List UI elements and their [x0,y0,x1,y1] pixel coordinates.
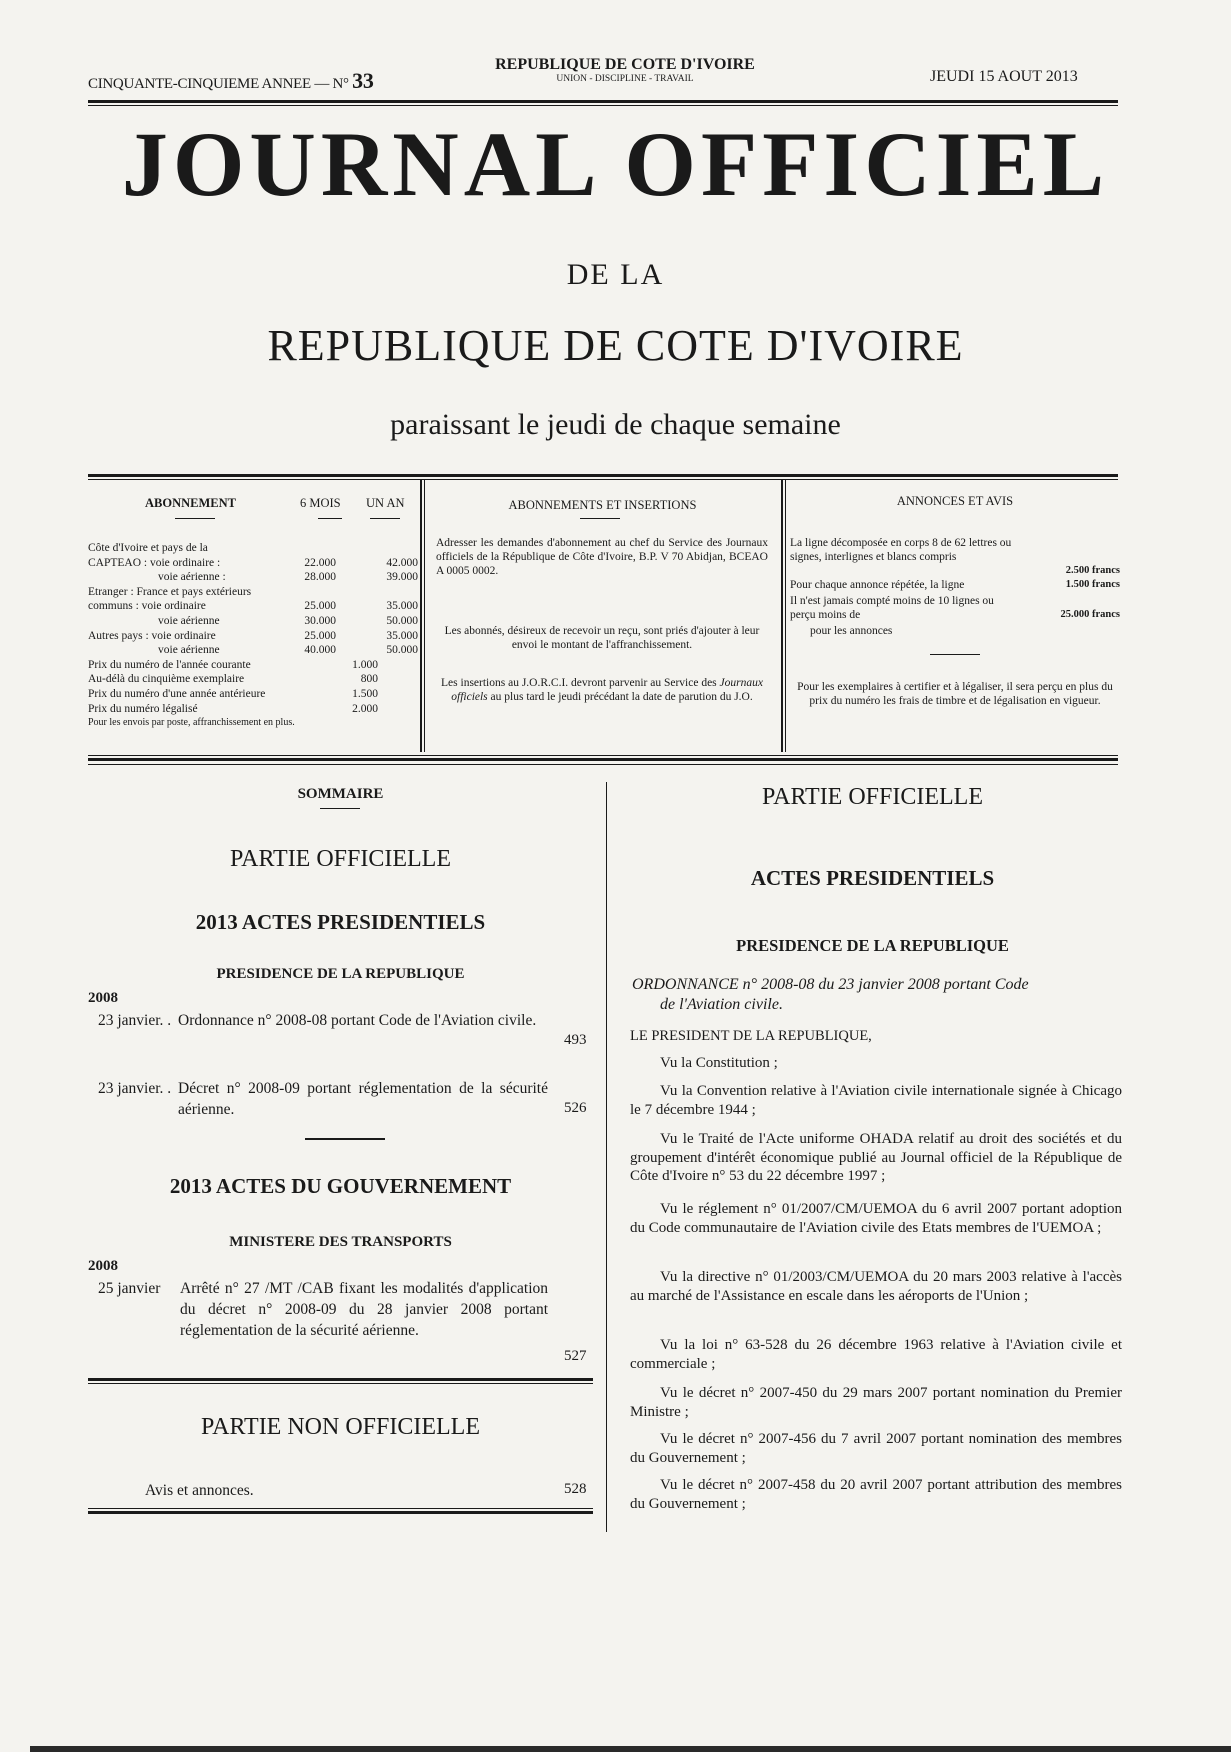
insertions-address: Adresser les demandes d'abonnement au chef du Service des Journaux officiels de la République de Côte d'Ivoire, B.P. V 70 Abidjan, BCEAO A 0005 0002. [436,537,768,577]
sommaire-partie-officielle: PARTIE OFFICIELLE [229,846,451,872]
journal-title: JOURNAL OFFICIEL [121,113,1110,215]
abonnement-un-an-value: 50.000 [386,615,418,627]
abonnement-row-label: Etranger : France et pays extérieurs [88,585,252,598]
vu-paragraph: Vu la directive n° 01/2003/CM/UEMOA du 20 mars 2003 relative à l'accès au marché de l'Assistance en escale dans les aéroports de l'Union ; [630,1269,1122,1304]
masthead-subtitle: paraissant le jeudi de chaque semaine [390,408,841,441]
divider [88,755,1118,756]
abonnement-row [88,630,418,643]
vu-paragraph: Vu la Convention relative à l'Aviation civile internationale signée à Chicago le 7 décembre 1944 ; [630,1083,1122,1118]
abonnement-row [88,542,418,555]
scan-edge [30,1746,1231,1752]
abonnement-row-label: Côte d'Ivoire et pays de la [88,542,208,554]
abonnement-row-label: Prix du numéro de l'année courante [88,658,251,671]
abonnement-row [88,557,418,570]
sommaire-actes-gouvernement: 2013 ACTES DU GOUVERNEMENT [169,1174,512,1198]
divider [88,1378,593,1381]
insertions-head: ABONNEMENTS ET INSERTIONS [508,498,697,512]
abonnement-col2: UN AN [366,496,405,510]
vu-paragraph: Vu le décret n° 2007-456 du 7 avril 2007 portant nomination des membres du Gouvernement ; [630,1431,1122,1466]
issue-date: JEUDI 15 AOUT 2013 [930,68,1078,85]
vu-paragraph: Vu la Constitution ; [660,1055,778,1071]
entry-title: Décret n° 2008-09 portant réglementation de la sécurité aérienne. [178,1080,548,1118]
sommaire-partie-non-officielle: PARTIE NON OFFICIELLE [200,1414,480,1440]
abonnement-head: ABONNEMENT [145,496,236,510]
abonnement-un-an-value: 50.000 [386,644,418,657]
annonces-head: ANNONCES ET AVIS [896,494,1014,508]
divider [88,1383,593,1384]
sommaire-head: SOMMAIRE [297,786,384,802]
divider [88,1508,593,1509]
abonnement-row-label: Autres pays : voie ordinaire [88,629,216,642]
annonces-repeat-price: 1.500 francs [1065,579,1120,590]
entry-page: 527 [564,1348,587,1364]
abonnement-row-label: voie aérienne [158,644,220,657]
sommaire-year-1: 2008 [88,990,118,1006]
entry-title: Avis et annonces. [145,1482,254,1499]
abonnement-row-label: voie aérienne : [158,571,226,584]
masthead-de-la: DE LA [566,258,665,291]
abonnement-6-mois-value: 40.000 [304,644,336,657]
annonces-minimum: Il n'est jamais compté moins de 10 lignes ou perçu moins de [790,595,994,621]
divider [930,654,980,655]
abonnement-row [88,586,418,599]
abonnement-row-label: Pour les envois par poste, affranchissement en plus. [88,717,295,729]
abonnement-row [88,615,418,628]
issue-number: 33 [352,68,374,93]
annonces-minimum-suffix: pour les annonces [810,625,893,637]
sommaire-presidence: PRESIDENCE DE LA REPUBLIQUE [216,966,465,982]
masthead-country: REPUBLIQUE DE COTE D'IVOIRE [267,321,964,370]
annonces-repeat: Pour chaque annonce répétée, la ligne [790,579,965,591]
divider [580,518,620,519]
abonnement-row-label: voie aérienne [158,615,220,627]
insertions-receipt-note: Les abonnés, désireux de recevoir un reçu, sont priés d'ajouter à leur envoi le montant de l'affranchissement. [444,625,760,651]
abonnement-row [88,571,418,584]
abonnement-un-an-value: 2.000 [352,702,378,715]
vu-paragraph: Vu le réglement n° 01/2007/CM/UEMOA du 6 avril 2007 portant adoption du Code communautaire de l'Aviation civile des Etats membres de l'UEMOA ; [630,1201,1122,1236]
column-divider [424,480,425,752]
abonnement-row-label: Prix du numéro d'une année antérieure [88,688,266,700]
abonnement-row-label: Prix du numéro légalisé [88,702,198,715]
abonnement-table [88,542,418,737]
insertions-deadline-b: Journaux officiels [451,677,763,703]
annonces-legalisation-note: Pour les exemplaires à certifier et à légaliser, il sera perçu en plus du prix du numéro les frais de timbre et de légalisation en vigueur. [797,681,1113,707]
vu-paragraph: Vu la loi n° 63-528 du 26 décembre 1963 relative à l'Aviation civile et commerciale ; [630,1337,1122,1372]
sommaire-ministere: MINISTERE DES TRANSPORTS [229,1234,452,1250]
insertions-deadline-c: au plus tard le jeudi précédant la date de parution du J.O. [490,691,753,703]
divider [88,479,1118,480]
vu-paragraph: Vu le décret n° 2007-458 du 20 avril 2007 portant attribution des membres du Gouvernement ; [630,1477,1122,1512]
divider [88,758,1118,761]
divider [305,1138,385,1140]
abonnement-un-an-value: 35.000 [386,600,418,613]
abonnement-6-mois-value: 28.000 [304,571,336,584]
abonnement-row [88,703,418,716]
abonnement-row-label: Au-délà du cinquième exemplaire [88,673,245,686]
header-country-title: REPUBLIQUE DE COTE D'IVOIRE [495,56,755,73]
abonnement-6-mois-value: 25.000 [304,629,336,642]
divider [88,474,1118,477]
abonnement-row [88,659,418,672]
abonnement-row [88,717,418,730]
abonnement-row [88,644,418,657]
entry-date: 23 janvier. . [98,1080,172,1097]
entry-date: 23 janvier. . [98,1012,172,1029]
ordonnance-title-cont: de l'Aviation civile. [660,996,783,1013]
divider [175,518,215,519]
ordonnance-title: ORDONNANCE n° 2008-08 du 23 janvier 2008 portant Code [632,976,1029,993]
column-divider [785,480,786,752]
annonces-line-rate: La ligne décomposée en corps 8 de 62 lettres ou signes, interlignes et blancs compris [790,537,1012,563]
annonces-minimum-price: 25.000 francs [1060,609,1120,620]
abonnement-col1: 6 MOIS [300,496,341,510]
abonnement-un-an-value: 35.000 [386,629,418,642]
entry-page: 493 [564,1032,587,1048]
vu-paragraph: Vu le décret n° 2007-450 du 29 mars 2007 portant nomination du Premier Ministre ; [630,1385,1122,1420]
divider [320,808,360,809]
annonces-line-price: 2.500 francs [1065,565,1120,576]
abonnement-un-an-value: 42.000 [386,556,418,569]
entry-page: 526 [564,1100,587,1116]
divider [88,764,1118,765]
entry-title: Ordonnance n° 2008-08 portant Code de l'Aviation civile. [178,1012,537,1029]
entry-date: 25 janvier [98,1280,161,1297]
entry-page: 528 [564,1481,587,1497]
abonnement-row-label: communs : voie ordinaire [88,600,206,613]
divider [88,100,1118,103]
header-country [455,56,795,84]
header-motto: UNION - DISCIPLINE - TRAVAIL [556,74,694,84]
divider [318,518,342,519]
vu-paragraph: Vu le Traité de l'Acte uniforme OHADA relatif au droit des sociétés et du groupement d'intérêt économique publié au Journal officiel de la République de Côte d'Ivoire n° 53 du 22 décembre 1997 ; [630,1131,1122,1184]
abonnement-row-label: CAPTEAO : voie ordinaire : [88,556,221,569]
year-label: CINQUANTE-CINQUIEME ANNEE — N° [88,76,349,92]
column-divider [781,480,783,752]
column-divider [420,480,422,752]
abonnement-6-mois-value: 22.000 [304,556,336,569]
abonnement-6-mois-value: 25.000 [304,600,336,613]
column-divider [606,782,607,1532]
abonnement-row [88,600,418,613]
right-presidence: PRESIDENCE DE LA REPUBLIQUE [736,936,1009,955]
right-actes-presidentiels: ACTES PRESIDENTIELS [750,866,995,890]
abonnement-un-an-value: 800 [360,673,378,686]
issue-line [88,68,374,94]
insertions-deadline [436,676,768,704]
right-partie-officielle: PARTIE OFFICIELLE [761,784,983,810]
abonnement-row [88,673,418,686]
abonnement-un-an-value: 39.000 [386,571,418,584]
insertions-deadline-a: Les insertions au J.O.R.C.I. devront parvenir au Service des [441,677,717,689]
president-line: LE PRESIDENT DE LA REPUBLIQUE, [630,1028,872,1044]
divider [88,1511,593,1514]
abonnement-un-an-value: 1.000 [352,658,378,671]
abonnement-un-an-value: 1.500 [352,688,378,700]
abonnement-row [88,688,418,701]
divider [88,105,1118,106]
divider [370,518,400,519]
sommaire-actes-presidentiels: 2013 ACTES PRESIDENTIELS [195,910,486,934]
abonnement-6-mois-value: 30.000 [304,615,336,627]
entry-title: Arrêté n° 27 /MT /CAB fixant les modalités d'application du décret n° 2008-09 du 28 janvier 2008 portant réglementation de la sécurité aérienne. [180,1280,548,1339]
sommaire-year-2: 2008 [88,1258,118,1274]
